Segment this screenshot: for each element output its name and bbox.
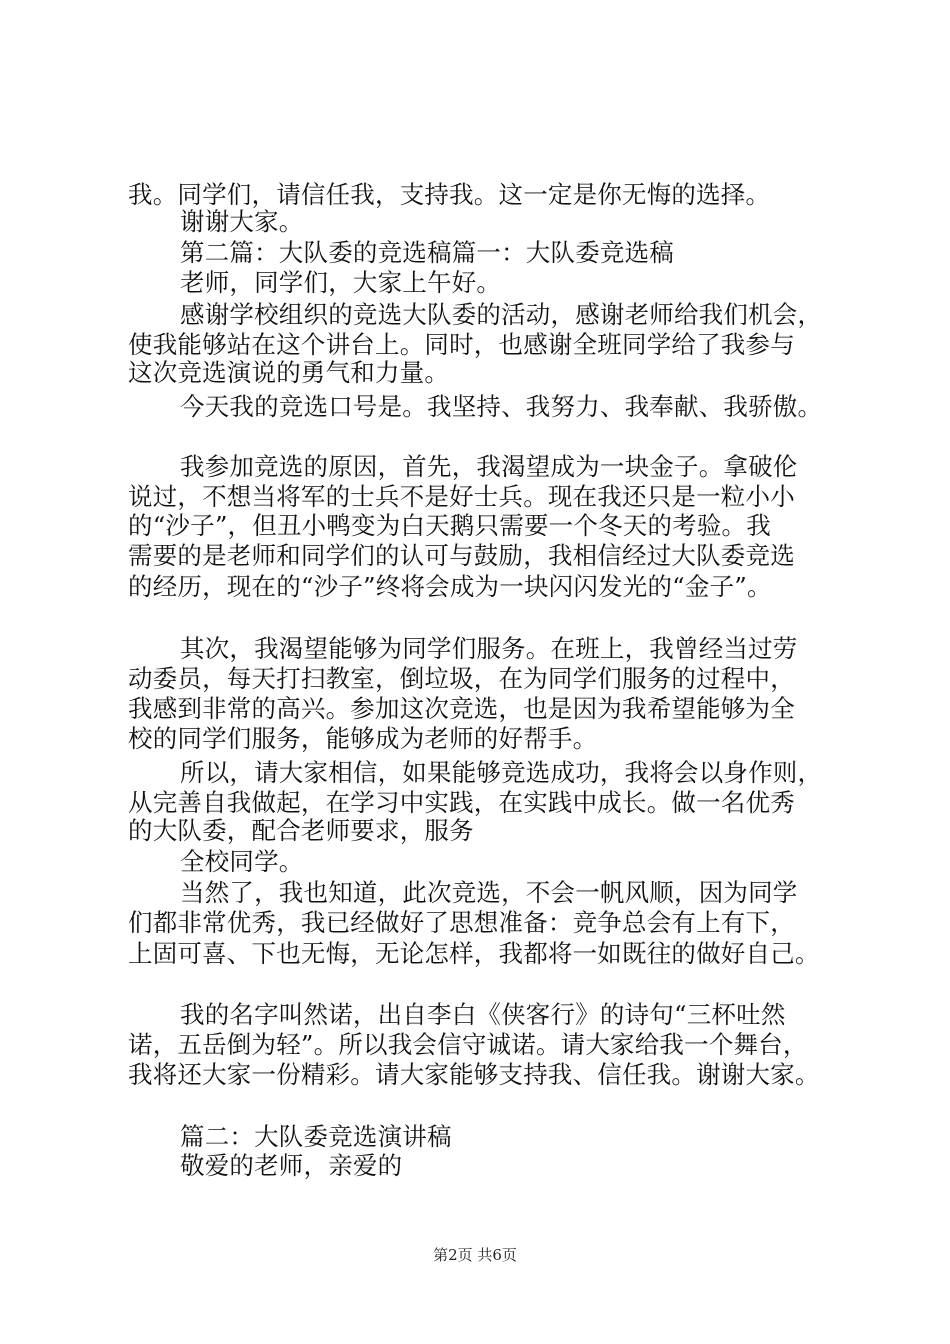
- text-line: 其次，我渴望能够为同学们服务。在班上，我曾经当过劳: [180, 634, 798, 663]
- text-line: 敬爱的老师，亲爱的: [180, 1151, 403, 1180]
- text-line: 谢谢大家。: [180, 207, 304, 236]
- text-line: 使我能够站在这个讲台上。同时，也感谢全班同学给了我参与: [128, 330, 795, 359]
- text-line: 全校同学。: [180, 847, 304, 876]
- text-line: 的“沙子”，但丑小鸭变为白天鹅只需要一个冬天的考验。我: [128, 511, 771, 540]
- text-line: 上固可喜、下也无悔，无论怎样，我都将一如既往的做好自己。: [128, 939, 820, 968]
- text-line: 我感到非常的高兴。参加这次竞选，也是因为我希望能够为全: [128, 694, 795, 723]
- section-heading: 第二篇：大队委的竞选稿篇一：大队委竞选稿: [180, 238, 674, 267]
- text-line: 老师，同学们，大家上午好。: [180, 268, 502, 297]
- text-line: 感谢学校组织的竞选大队委的活动，感谢老师给我们机会，: [180, 300, 823, 329]
- text-line: 校的同学们服务，能够成为老师的好帮手。: [128, 724, 598, 753]
- section-heading: 篇二：大队委竞选演讲稿: [180, 1122, 452, 1151]
- text-line: 的经历，现在的“沙子”终将会成为一块闪闪发光的“金子”。: [128, 572, 772, 601]
- text-line: 从完善自我做起，在学习中实践，在实践中成长。做一名优秀: [128, 788, 795, 817]
- text-line: 我的名字叫然诺，出自李白《侠客行》的诗句“三杯吐然: [180, 1000, 786, 1029]
- text-line: 所以，请大家相信，如果能够竞选成功，我将会以身作则，: [180, 758, 823, 787]
- text-line: 们都非常优秀，我已经做好了思想准备：竞争总会有上有下，: [128, 908, 795, 937]
- text-line: 我将还大家一份精彩。请大家能够支持我、信任我。谢谢大家。: [128, 1060, 820, 1089]
- text-line: 这次竞选演说的勇气和力量。: [128, 358, 450, 387]
- page-number-footer: 第2页 共6页: [433, 1246, 517, 1264]
- text-line: 的大队委，配合老师要求，服务: [128, 816, 474, 845]
- text-line: 我。同学们，请信任我，支持我。这一定是你无悔的选择。: [128, 180, 771, 209]
- text-line: 今天我的竞选口号是。我坚持、我努力、我奉献、我骄傲。: [180, 392, 823, 421]
- text-line: 动委员，每天打扫教室，倒垃圾，在为同学们服务的过程中，: [128, 664, 795, 693]
- text-line: 说过，不想当将军的士兵不是好士兵。现在我还只是一粒小小: [128, 482, 795, 511]
- text-line: 诺，五岳倒为轻”。所以我会信守诚诺。请大家给我一个舞台，: [128, 1030, 808, 1059]
- text-line: 我参加竞选的原因，首先，我渴望成为一块金子。拿破伦: [180, 452, 798, 481]
- text-line: 当然了，我也知道，此次竞选，不会一帆风顺，因为同学: [180, 878, 798, 907]
- text-line: 需要的是老师和同学们的认可与鼓励，我相信经过大队委竞选: [128, 541, 795, 570]
